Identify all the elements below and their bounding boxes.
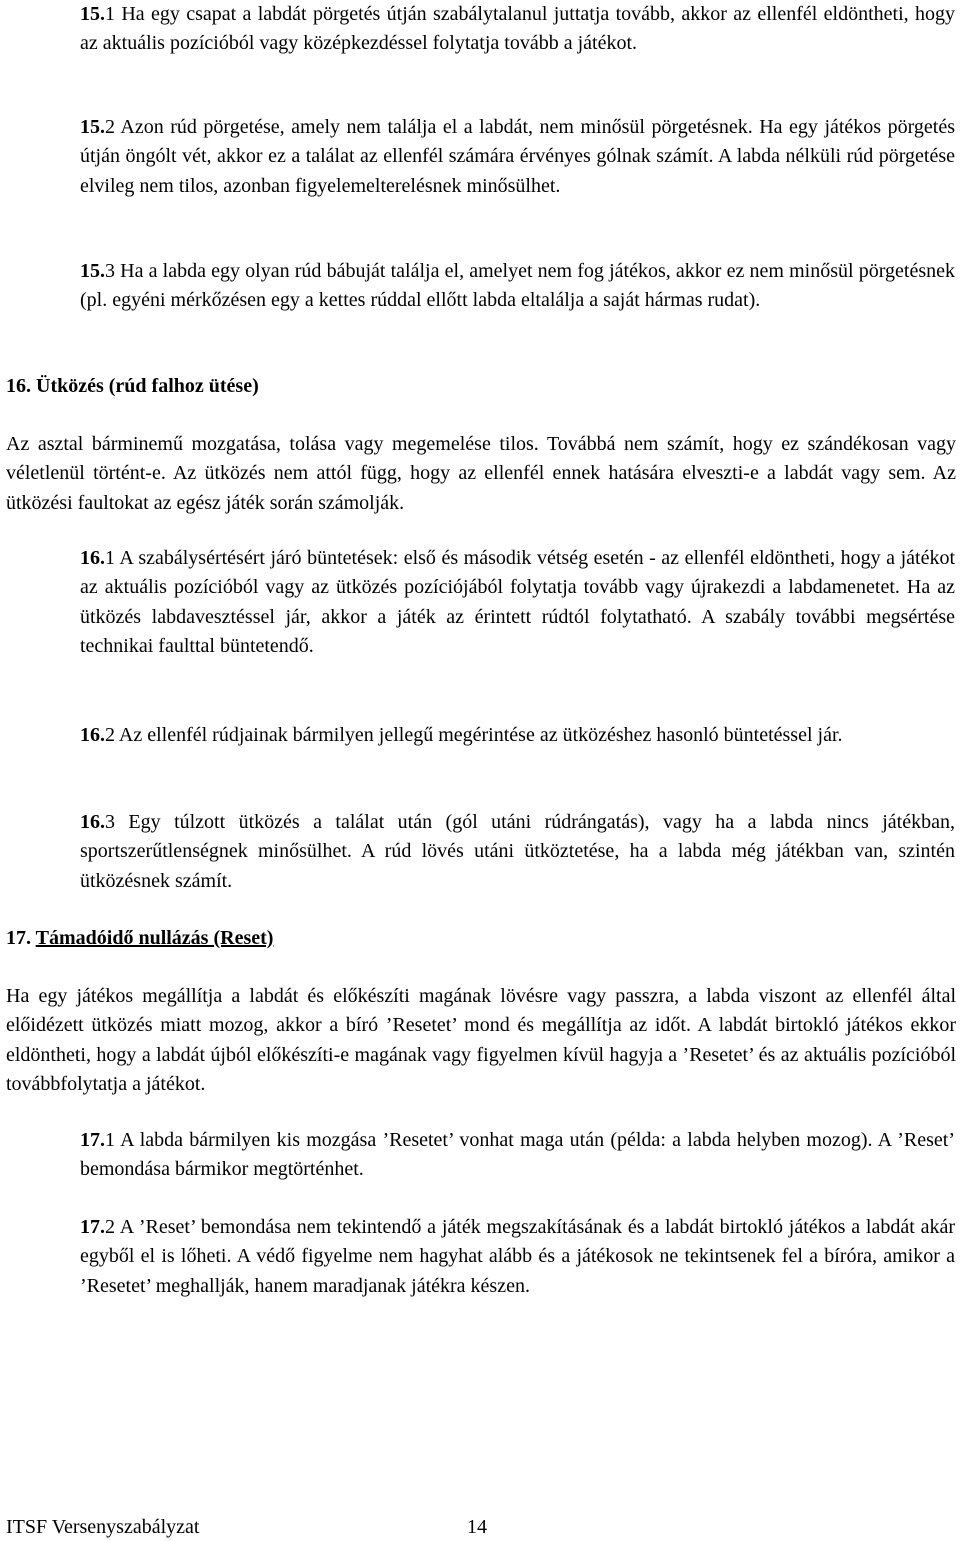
section-heading-16 — [6, 372, 259, 401]
paragraph-text: Azon rúd pörgetése, amely nem találja el a labdát, nem minősül pörgetésnek. Ha egy játékos pörgetés útján öngólt vét, akkor ez a találat az ellenfél számára érvényes gólnak számít. A labda nélküli rúd pörgetése elvileg nem tilos, azonban figyelemelterelésnek minősülhet. — [80, 116, 955, 197]
paragraph-text: Az ellenfél rúdjainak bármilyen jellegű megérintése az ütközéshez hasonló büntetéssel jár. — [115, 724, 843, 746]
paragraph-17-2 — [80, 1213, 955, 1301]
paragraph-16-1 — [80, 544, 955, 662]
paragraph-text: Ha egy csapat a labdát pörgetés útján szabálytalanul juttatja tovább, akkor az ellenfél eldöntheti, hogy az aktuális pozícióból vagy középkezdéssel folytatja tovább a játékot. — [80, 3, 955, 55]
section-number: 15.2 — [80, 116, 115, 138]
paragraph-text: Az asztal bárminemű mozgatása, tolása vagy megemelése tilos. Továbbá nem számít, hogy ez szándékosan vagy véletlenül történt-e. Az ütközés nem attól függ, hogy az ellenfél ennek hatására elveszti-e a labdát vagy sem. Az ütközési faultokat az egész játék során számolják. — [6, 433, 956, 514]
page-footer — [6, 1515, 506, 1539]
heading-title: Támadóidő nullázás (Reset) — [35, 927, 274, 949]
section-number: 17.2 — [80, 1216, 115, 1238]
heading-number: 17. — [6, 927, 31, 949]
paragraph-16-3 — [80, 808, 955, 896]
paragraph-15-3 — [80, 257, 955, 316]
paragraph-16-2 — [80, 721, 955, 750]
paragraph-text: A szabálysértésért járó büntetések: első és második vétség esetén - az ellenfél eldöntheti, hogy a játékot az aktuális pozícióból vagy az ütközés pozíciójából folytatja tovább vagy újrakezdi a labdamenetet. Ha az ütközés labdavesztéssel jár, akkor a játék az érintett rúdtól folytatható. A szabály további megsértése technikai faulttal büntetendő. — [80, 547, 955, 658]
section-number: 16.2 — [80, 724, 115, 746]
paragraph-text: Egy túlzott ütközés a találat után (gól utáni rúdrángatás), vagy ha a labda nincs játékban, sportszerűtlenségnek minősülhet. A rúd lövés utáni ütköztetése, ha a labda még játékban van, szintén ütközésnek számít. — [80, 811, 955, 892]
paragraph-17-1 — [80, 1126, 955, 1185]
paragraph-16-intro — [6, 430, 956, 518]
heading-title: Ütközés (rúd falhoz ütése) — [36, 375, 259, 397]
section-number: 16.1 — [80, 547, 115, 569]
section-number: 15.1 — [80, 3, 115, 25]
heading-number: 16. — [6, 375, 31, 397]
paragraph-text: A ’Reset’ bemondása nem tekintendő a játék megszakításának és a labdát birtokló játékos a labdát akár egyből el is lőheti. A védő figyelme nem hagyhat alább és a játékosok ne tekintsenek fel a bíróra, amikor a ’Resetet’ meghallják, hanem maradjanak játékra készen. — [80, 1216, 955, 1297]
paragraph-15-1 — [80, 0, 955, 59]
paragraph-text: Ha egy játékos megállítja a labdát és előkészíti magának lövésre vagy passzra, a labda viszont az ellenfél által előidézett ütközés miatt mozog, akkor a bíró ’Resetet’ mond és megállítja az időt. A labdát birtokló játékos ekkor eldöntheti, hogy a labdát újból előkészíti-e magának vagy figyelmen kívül hagyja a ’Resetet’ és az aktuális pozícióból továbbfolytatja a játékot. — [6, 985, 956, 1096]
section-heading-17 — [6, 924, 273, 953]
paragraph-text: Ha a labda egy olyan rúd bábuját találja el, amelyet nem fog játékos, akkor ez nem minősül pörgetésnek (pl. egyéni mérkőzésen egy a kettes rúddal ellőtt labda eltalálja a saját hármas rudat). — [80, 260, 955, 312]
page-number: 14 — [467, 1516, 487, 1538]
section-number: 17.1 — [80, 1129, 115, 1151]
footer-title: ITSF Versenyszabályzat — [6, 1516, 200, 1538]
paragraph-15-2 — [80, 113, 955, 201]
section-number: 15.3 — [80, 260, 115, 282]
paragraph-text: A labda bármilyen kis mozgása ’Resetet’ vonhat maga után (példa: a labda helyben mozog). A ’Reset’ bemondása bármikor megtörténhet. — [80, 1129, 955, 1181]
paragraph-17-intro — [6, 982, 956, 1100]
section-number: 16.3 — [80, 811, 115, 833]
